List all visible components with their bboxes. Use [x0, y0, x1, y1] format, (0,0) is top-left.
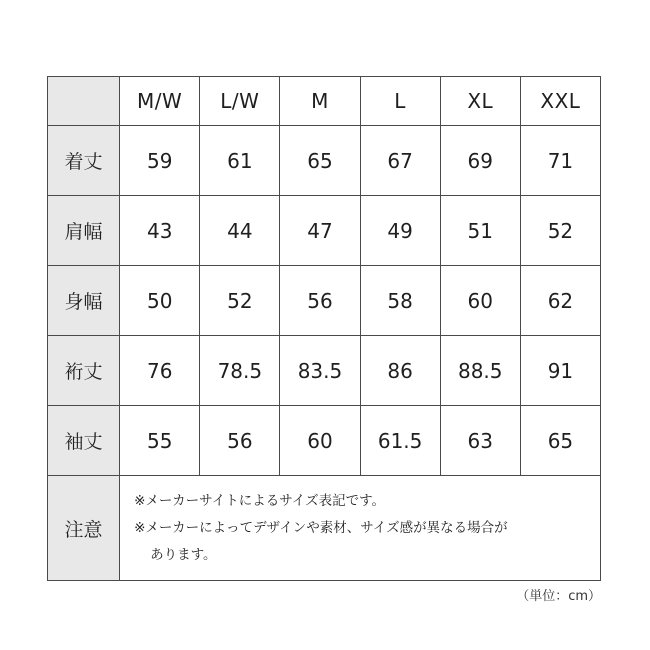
table-cell: 65	[520, 406, 600, 476]
table-cell: 47	[280, 196, 360, 266]
table-cell: 56	[200, 406, 280, 476]
table-cell: 62	[520, 266, 600, 336]
table-cell: 71	[520, 126, 600, 196]
size-header-xl: XL	[440, 77, 520, 126]
table-cell: 88.5	[440, 336, 520, 406]
size-chart-table	[47, 76, 601, 581]
table-row-chest	[48, 266, 601, 336]
note-line-3: あります。	[150, 546, 217, 563]
table-cell: 50	[120, 266, 200, 336]
table-cell: 59	[120, 126, 200, 196]
size-header-l: L	[360, 77, 440, 126]
size-header-mw: M/W	[120, 77, 200, 126]
row-label-shoulder: 肩幅	[48, 196, 120, 266]
table-cell: 69	[440, 126, 520, 196]
table-cell: 49	[360, 196, 440, 266]
table-cell: 52	[520, 196, 600, 266]
corner-cell	[48, 77, 120, 126]
table-row-yuki	[48, 336, 601, 406]
row-label-chest: 身幅	[48, 266, 120, 336]
table-cell: 61.5	[360, 406, 440, 476]
table-cell: 55	[120, 406, 200, 476]
table-cell: 83.5	[280, 336, 360, 406]
table-cell: 91	[520, 336, 600, 406]
table-row-length	[48, 126, 601, 196]
table-cell: 44	[200, 196, 280, 266]
table-cell: 67	[360, 126, 440, 196]
note-line-1: ※メーカーサイトによるサイズ表記です。	[134, 492, 386, 509]
row-label-yuki: 裄丈	[48, 336, 120, 406]
size-header-m: M	[280, 77, 360, 126]
table-cell: 65	[280, 126, 360, 196]
table-cell: 63	[440, 406, 520, 476]
table-cell: 43	[120, 196, 200, 266]
table-row-shoulder	[48, 196, 601, 266]
table-cell: 78.5	[200, 336, 280, 406]
note-text-cell	[120, 476, 601, 581]
table-cell: 51	[440, 196, 520, 266]
row-label-length: 着丈	[48, 126, 120, 196]
table-cell: 76	[120, 336, 200, 406]
note-line-2: ※メーカーによってデザインや素材、サイズ感が異なる場合が	[134, 519, 508, 536]
size-header-xxl: XXL	[520, 77, 600, 126]
table-row-note	[48, 476, 601, 581]
row-label-sleeve: 袖丈	[48, 406, 120, 476]
size-header-lw: L/W	[200, 77, 280, 126]
row-label-note: 注意	[48, 476, 120, 581]
table-row-sleeve	[48, 406, 601, 476]
table-cell: 58	[360, 266, 440, 336]
table-cell: 60	[440, 266, 520, 336]
table-cell: 60	[280, 406, 360, 476]
table-cell: 52	[200, 266, 280, 336]
size-header-row	[48, 77, 601, 126]
table-cell: 56	[280, 266, 360, 336]
table-cell: 61	[200, 126, 280, 196]
table-cell: 86	[360, 336, 440, 406]
unit-label: （単位：cm）	[516, 589, 601, 604]
